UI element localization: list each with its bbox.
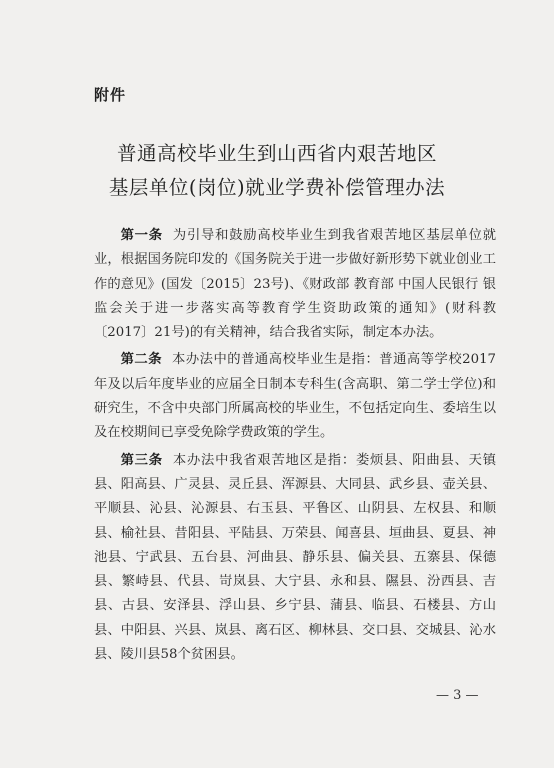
article-2-text: 本办法中的普通高校毕业生是指：普通高等学校2017年及以后年度毕业的应届全日制本专科生(含高职、第二学士学位)和研究生，不含中央部门所属高校的毕业生，不包括定向生、委培生以及在校期间已享受免除学费政策的学生。	[94, 352, 497, 441]
article-1	[94, 224, 496, 345]
article-3	[94, 449, 496, 668]
document-title-line-1: 普通高校毕业生到山西省内艰苦地区	[116, 142, 437, 165]
attachment-label: 附件	[94, 86, 127, 104]
article-1-text: 为引导和鼓励高校毕业生到我省艰苦地区基层单位就业，根据国务院印发的《国务院关于进一步做好新形势下就业创业工作的意见》(国发〔2015〕23号)、《财政部 教育部 中国人民银行 银监会关于进一步落实高等教育学生资助政策的通知》(财科教〔2017〕21号)的有关精神，结合我省实际，制定本办法。	[94, 228, 497, 341]
article-2	[94, 348, 496, 445]
article-3-heading: 第三条	[120, 452, 163, 468]
article-3-text: 本办法中我省艰苦地区是指：娄烦县、阳曲县、天镇县、阳高县、广灵县、灵丘县、浑源县、大同县、武乡县、壶关县、平顺县、沁县、沁源县、右玉县、平鲁区、山阴县、左权县、和顺县、榆社县、昔阳县、平陆县、万荣县、闻喜县、垣曲县、夏县、神池县、宁武县、五台县、河曲县、静乐县、偏关县、五寨县、保德县、繁峙县、代县、岢岚县、大宁县、永和县、隰县、汾西县、吉县、古县、安泽县、浮山县、乡宁县、蒲县、临县、石楼县、方山县、中阳县、兴县、岚县、离石区、柳林县、交口县、交城县、沁水县、陵川县58个贫困县。	[94, 452, 497, 663]
page-number: — 3 —	[436, 688, 479, 703]
document-body	[94, 224, 496, 667]
document-title-line-2: 基层单位(岗位)就业学费补偿管理办法	[108, 176, 446, 199]
article-1-heading: 第一条	[120, 228, 163, 243]
article-2-heading: 第二条	[120, 352, 163, 368]
